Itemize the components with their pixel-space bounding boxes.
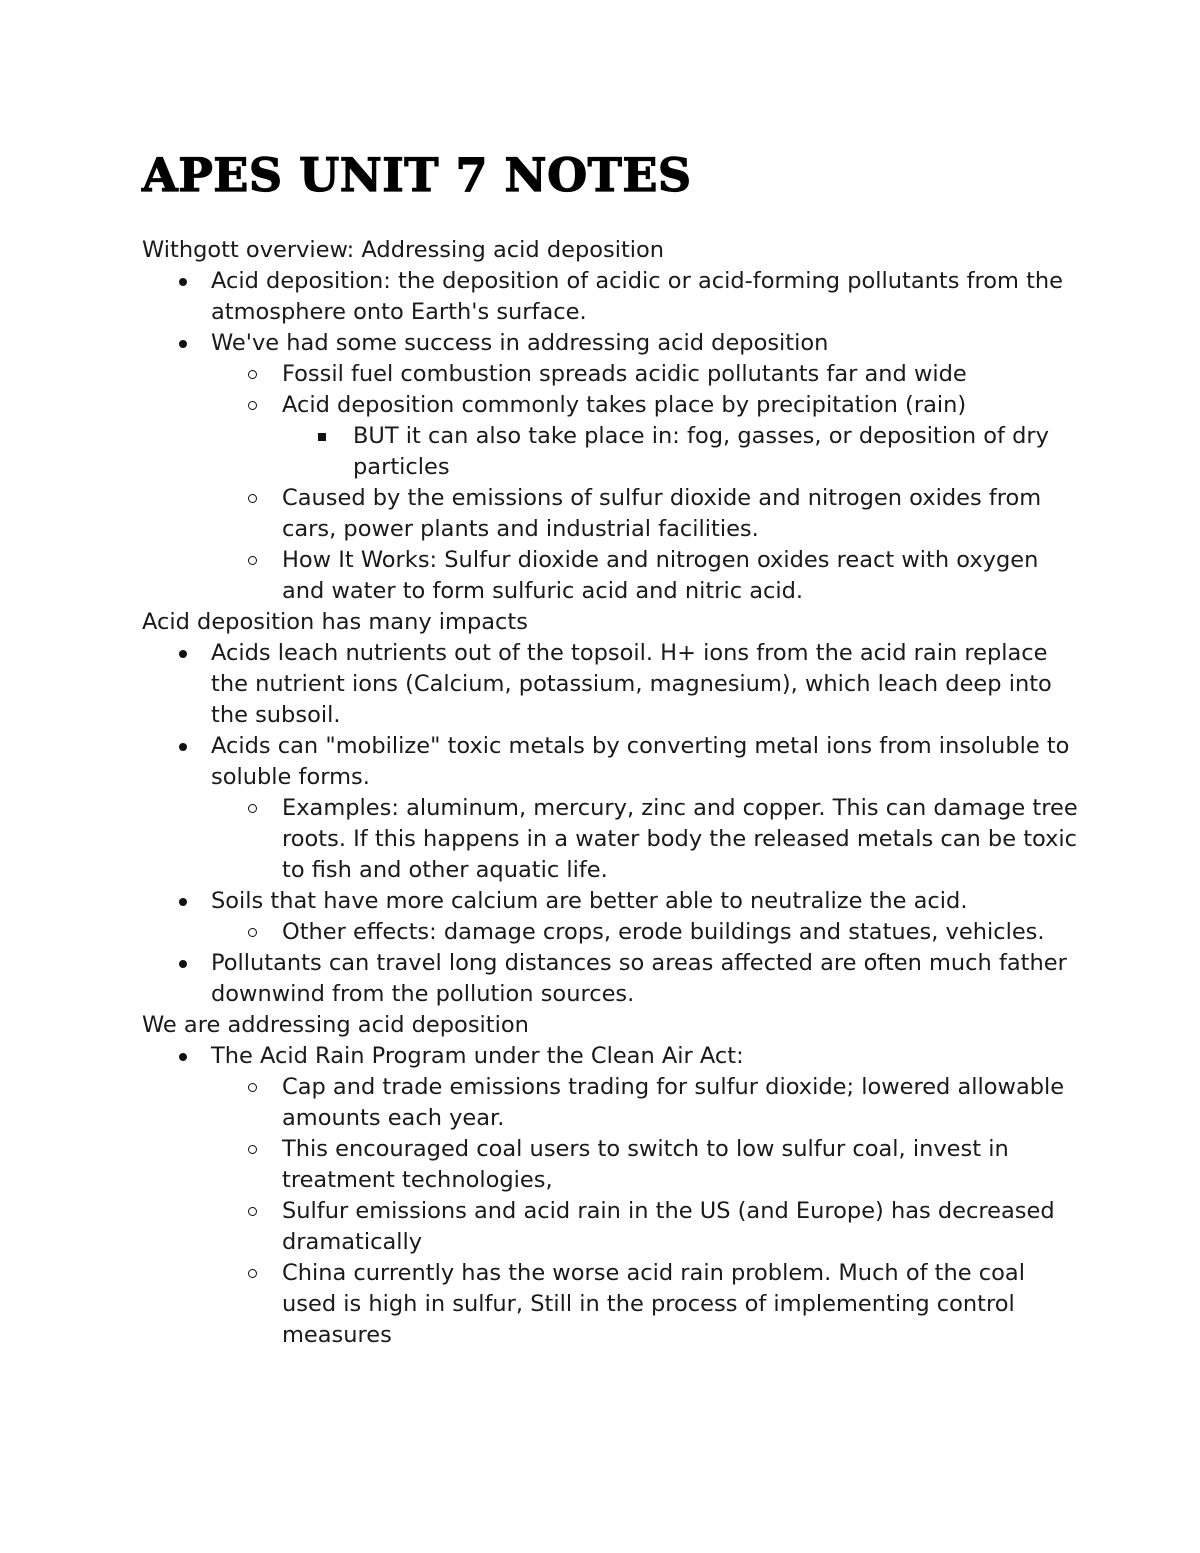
list-item-text: Examples: aluminum, mercury, zinc and copper. This can damage tree roots. If this happens in a water body the released metals can be toxic to fish and other aquatic life. [282,795,1078,883]
section-heading: Acid deposition has many impacts [142,609,528,635]
list-item [142,328,1082,359]
list-item [142,483,1082,545]
list-item-text: Pollutants can travel long distances so areas affected are often much father downwind from the pollution sources. [211,950,1067,1007]
list-item [142,731,1082,793]
list-item [142,793,1082,886]
list-item-text: Caused by the emissions of sulfur dioxide and nitrogen oxides from cars, power plants and industrial facilities. [282,485,1042,542]
bullet-list [142,638,1082,1010]
list-item [142,1258,1082,1351]
list-item [142,917,1082,948]
section-heading: Withgott overview: Addressing acid deposition [142,237,665,263]
list-item [142,421,1082,483]
list-item-text: Cap and trade emissions trading for sulfur dioxide; lowered allowable amounts each year. [282,1074,1065,1131]
list-item-text: Acids can "mobilize" toxic metals by converting metal ions from insoluble to soluble forms. [211,733,1070,790]
list-item-text: Acid deposition: the deposition of acidic or acid-forming pollutants from the atmosphere onto Earth's surface. [211,268,1064,325]
list-item-text: We've had some success in addressing acid deposition [211,330,829,356]
list-item-text: BUT it can also take place in: fog, gasses, or deposition of dry particles [353,423,1049,480]
bullet-list [142,1041,1082,1351]
section-acid-deposition-overview [142,235,1082,607]
list-item-text: Other effects: damage crops, erode buildings and statues, vehicles. [282,919,1045,945]
list-item-text: This encouraged coal users to switch to low sulfur coal, invest in treatment technologies, [282,1136,1009,1193]
section-addressing-acid-deposition [142,1010,1082,1351]
list-item [142,266,1082,328]
list-item [142,359,1082,390]
list-item-text: Fossil fuel combustion spreads acidic pollutants far and wide [282,361,967,387]
document-page [142,145,1082,1351]
list-item [142,1196,1082,1258]
page-title: APES UNIT 7 NOTES [142,148,692,202]
list-item [142,1134,1082,1196]
list-item-text: China currently has the worse acid rain problem. Much of the coal used is high in sulfur, Still in the process of implementing control measures [282,1260,1025,1348]
list-item [142,638,1082,731]
list-item [142,545,1082,607]
list-item-text: Acids leach nutrients out of the topsoil. H+ ions from the acid rain replace the nutrient ions (Calcium, potassium, magnesium), which leach deep into the subsoil. [211,640,1052,728]
list-item [142,1041,1082,1072]
list-item-text: Acid deposition commonly takes place by precipitation (rain) [282,392,967,418]
list-item [142,886,1082,917]
section-acid-deposition-impacts [142,607,1082,1010]
list-item [142,390,1082,421]
list-item-text: The Acid Rain Program under the Clean Air Act: [211,1043,744,1069]
list-item [142,1072,1082,1134]
bullet-list [142,266,1082,607]
section-heading: We are addressing acid deposition [142,1012,529,1038]
list-item [142,948,1082,1010]
list-item-text: How It Works: Sulfur dioxide and nitrogen oxides react with oxygen and water to form sulfuric acid and nitric acid. [282,547,1039,604]
list-item-text: Sulfur emissions and acid rain in the US (and Europe) has decreased dramatically [282,1198,1055,1255]
list-item-text: Soils that have more calcium are better able to neutralize the acid. [211,888,968,914]
